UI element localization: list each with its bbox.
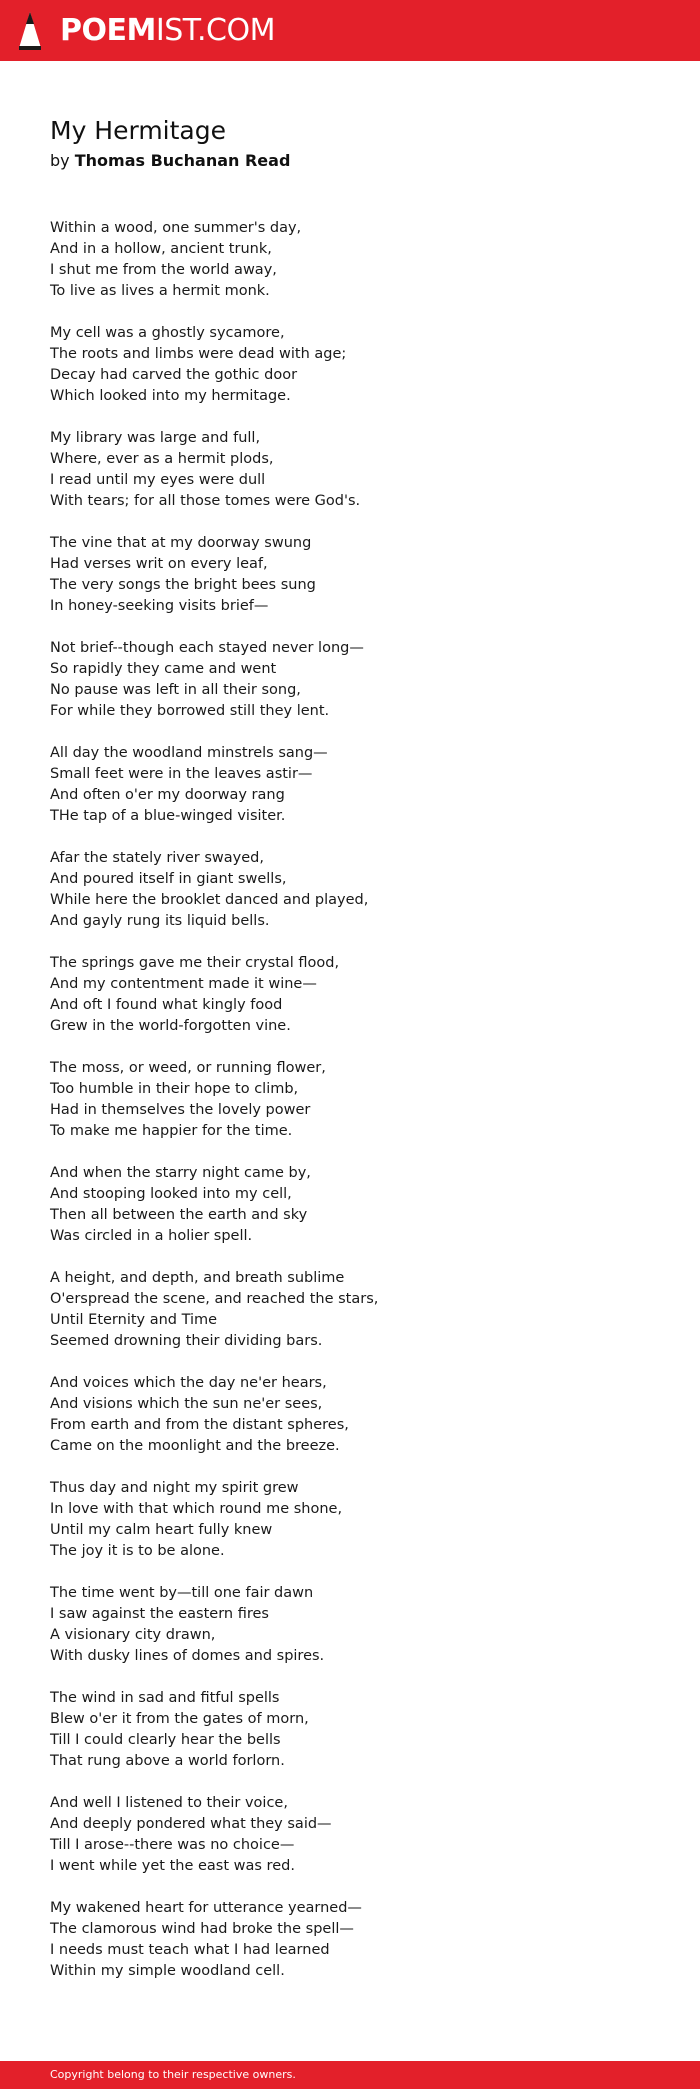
poem-line: The vine that at my doorway swung	[50, 535, 312, 551]
poem-line: The roots and limbs were dead with age;	[50, 346, 347, 362]
poem-line: Thus day and night my spirit grew	[50, 1480, 299, 1496]
pen-nib-icon	[16, 10, 44, 52]
site-logo-text	[60, 10, 275, 52]
poem-line: Then all between the earth and sky	[50, 1207, 308, 1223]
stanza	[50, 1793, 650, 1877]
poem-line: And when the starry night came by,	[50, 1165, 311, 1181]
poem-line: In love with that which round me shone,	[50, 1501, 343, 1517]
poem-header	[50, 113, 650, 173]
poem-line: Within a wood, one summer's day,	[50, 220, 302, 236]
poem-line: The joy it is to be alone.	[50, 1543, 225, 1559]
poem-line: A height, and depth, and breath sublime	[50, 1270, 345, 1286]
site-logo[interactable]	[16, 10, 275, 52]
poem-line: Until Eternity and Time	[50, 1312, 218, 1328]
poem-line: Was circled in a holier spell.	[50, 1228, 253, 1244]
poem-line: I shut me from the world away,	[50, 262, 277, 278]
site-header	[0, 0, 700, 61]
poem-line: And stooping looked into my cell,	[50, 1186, 292, 1202]
author-name[interactable]: Thomas Buchanan Read	[74, 151, 291, 170]
poem-line: From earth and from the distant spheres,	[50, 1417, 349, 1433]
poem-line: I went while yet the east was red.	[50, 1858, 295, 1874]
poem-line: A visionary city drawn,	[50, 1627, 216, 1643]
logo-rest: IST.COM	[155, 13, 275, 48]
poem-line: Decay had carved the gothic door	[50, 367, 298, 383]
poem-line: Which looked into my hermitage.	[50, 388, 291, 404]
poem-title: My Hermitage	[50, 116, 227, 145]
stanza	[50, 428, 650, 512]
poem-line: In honey-seeking visits brief—	[50, 598, 269, 614]
poem-line: The springs gave me their crystal flood,	[50, 955, 340, 971]
by-label: by	[50, 151, 70, 170]
poem-line: And visions which the sun ne'er sees,	[50, 1396, 323, 1412]
poem-line: Blew o'er it from the gates of morn,	[50, 1711, 309, 1727]
byline	[50, 149, 650, 173]
poem-line: O'erspread the scene, and reached the stars,	[50, 1291, 379, 1307]
stanza	[50, 1583, 650, 1667]
poem-line: And well I listened to their voice,	[50, 1795, 288, 1811]
poem-line: And my contentment made it wine—	[50, 976, 317, 992]
stanza	[50, 743, 650, 827]
poem-line: And in a hollow, ancient trunk,	[50, 241, 272, 257]
stanza	[50, 1688, 650, 1772]
poem-line: The time went by—till one fair dawn	[50, 1585, 314, 1601]
poem-line: I needs must teach what I had learned	[50, 1942, 330, 1958]
stanza	[50, 1478, 650, 1562]
stanza	[50, 1898, 650, 1982]
poem-line: No pause was left in all their song,	[50, 682, 301, 698]
poem-line: THe tap of a blue-winged visiter.	[50, 808, 286, 824]
poem-line: And voices which the day ne'er hears,	[50, 1375, 327, 1391]
stanza	[50, 323, 650, 407]
poem-line: To live as lives a hermit monk.	[50, 283, 270, 299]
poem-line: The very songs the bright bees sung	[50, 577, 316, 593]
poem-line: Too humble in their hope to climb,	[50, 1081, 299, 1097]
poem-line: For while they borrowed still they lent.	[50, 703, 330, 719]
poem-body	[50, 218, 650, 2003]
poem-line: With tears; for all those tomes were God's.	[50, 493, 361, 509]
poem-line: And poured itself in giant swells,	[50, 871, 287, 887]
poem-line: I saw against the eastern fires	[50, 1606, 269, 1622]
poem-line: The clamorous wind had broke the spell—	[50, 1921, 354, 1937]
poem-line: Grew in the world-forgotten vine.	[50, 1018, 291, 1034]
poem-line: With dusky lines of domes and spires.	[50, 1648, 325, 1664]
logo-bold: POEM	[60, 13, 156, 48]
poem-line: The wind in sad and fitful spells	[50, 1690, 280, 1706]
poem-line: Seemed drowning their dividing bars.	[50, 1333, 323, 1349]
site-footer	[0, 2061, 700, 2089]
poem-line: My library was large and full,	[50, 430, 261, 446]
poem-line: My cell was a ghostly sycamore,	[50, 325, 285, 341]
stanza	[50, 533, 650, 617]
poem-line: My wakened heart for utterance yearned—	[50, 1900, 362, 1916]
poem-line: That rung above a world forlorn.	[50, 1753, 285, 1769]
poem-line: Until my calm heart fully knew	[50, 1522, 273, 1538]
poem-line: And oft I found what kingly food	[50, 997, 283, 1013]
stanza	[50, 848, 650, 932]
stanza	[50, 1163, 650, 1247]
poem-line: Had in themselves the lovely power	[50, 1102, 311, 1118]
poem-line: Till I could clearly hear the bells	[50, 1732, 281, 1748]
poem-line: Till I arose--there was no choice—	[50, 1837, 295, 1853]
poem-line: Not brief--though each stayed never long—	[50, 640, 364, 656]
copyright-text: Copyright belong to their respective owners.	[50, 2068, 296, 2081]
poem-line: And often o'er my doorway rang	[50, 787, 285, 803]
poem-line: So rapidly they came and went	[50, 661, 277, 677]
poem-line: Had verses writ on every leaf,	[50, 556, 268, 572]
stanza	[50, 1058, 650, 1142]
poem-line: While here the brooklet danced and played,	[50, 892, 369, 908]
poem-line: Where, ever as a hermit plods,	[50, 451, 274, 467]
poem-line: Came on the moonlight and the breeze.	[50, 1438, 340, 1454]
poem-line: Small feet were in the leaves astir—	[50, 766, 313, 782]
poem-line: To make me happier for the time.	[50, 1123, 293, 1139]
poem-line: And deeply pondered what they said—	[50, 1816, 332, 1832]
poem-line: I read until my eyes were dull	[50, 472, 266, 488]
stanza	[50, 1373, 650, 1457]
stanza	[50, 218, 650, 302]
stanza	[50, 1268, 650, 1352]
stanza	[50, 638, 650, 722]
poem-line: The moss, or weed, or running flower,	[50, 1060, 326, 1076]
poem-line: And gayly rung its liquid bells.	[50, 913, 270, 929]
poem-line: Afar the stately river swayed,	[50, 850, 264, 866]
poem-line: All day the woodland minstrels sang—	[50, 745, 328, 761]
stanza	[50, 953, 650, 1037]
poem-line: Within my simple woodland cell.	[50, 1963, 285, 1979]
